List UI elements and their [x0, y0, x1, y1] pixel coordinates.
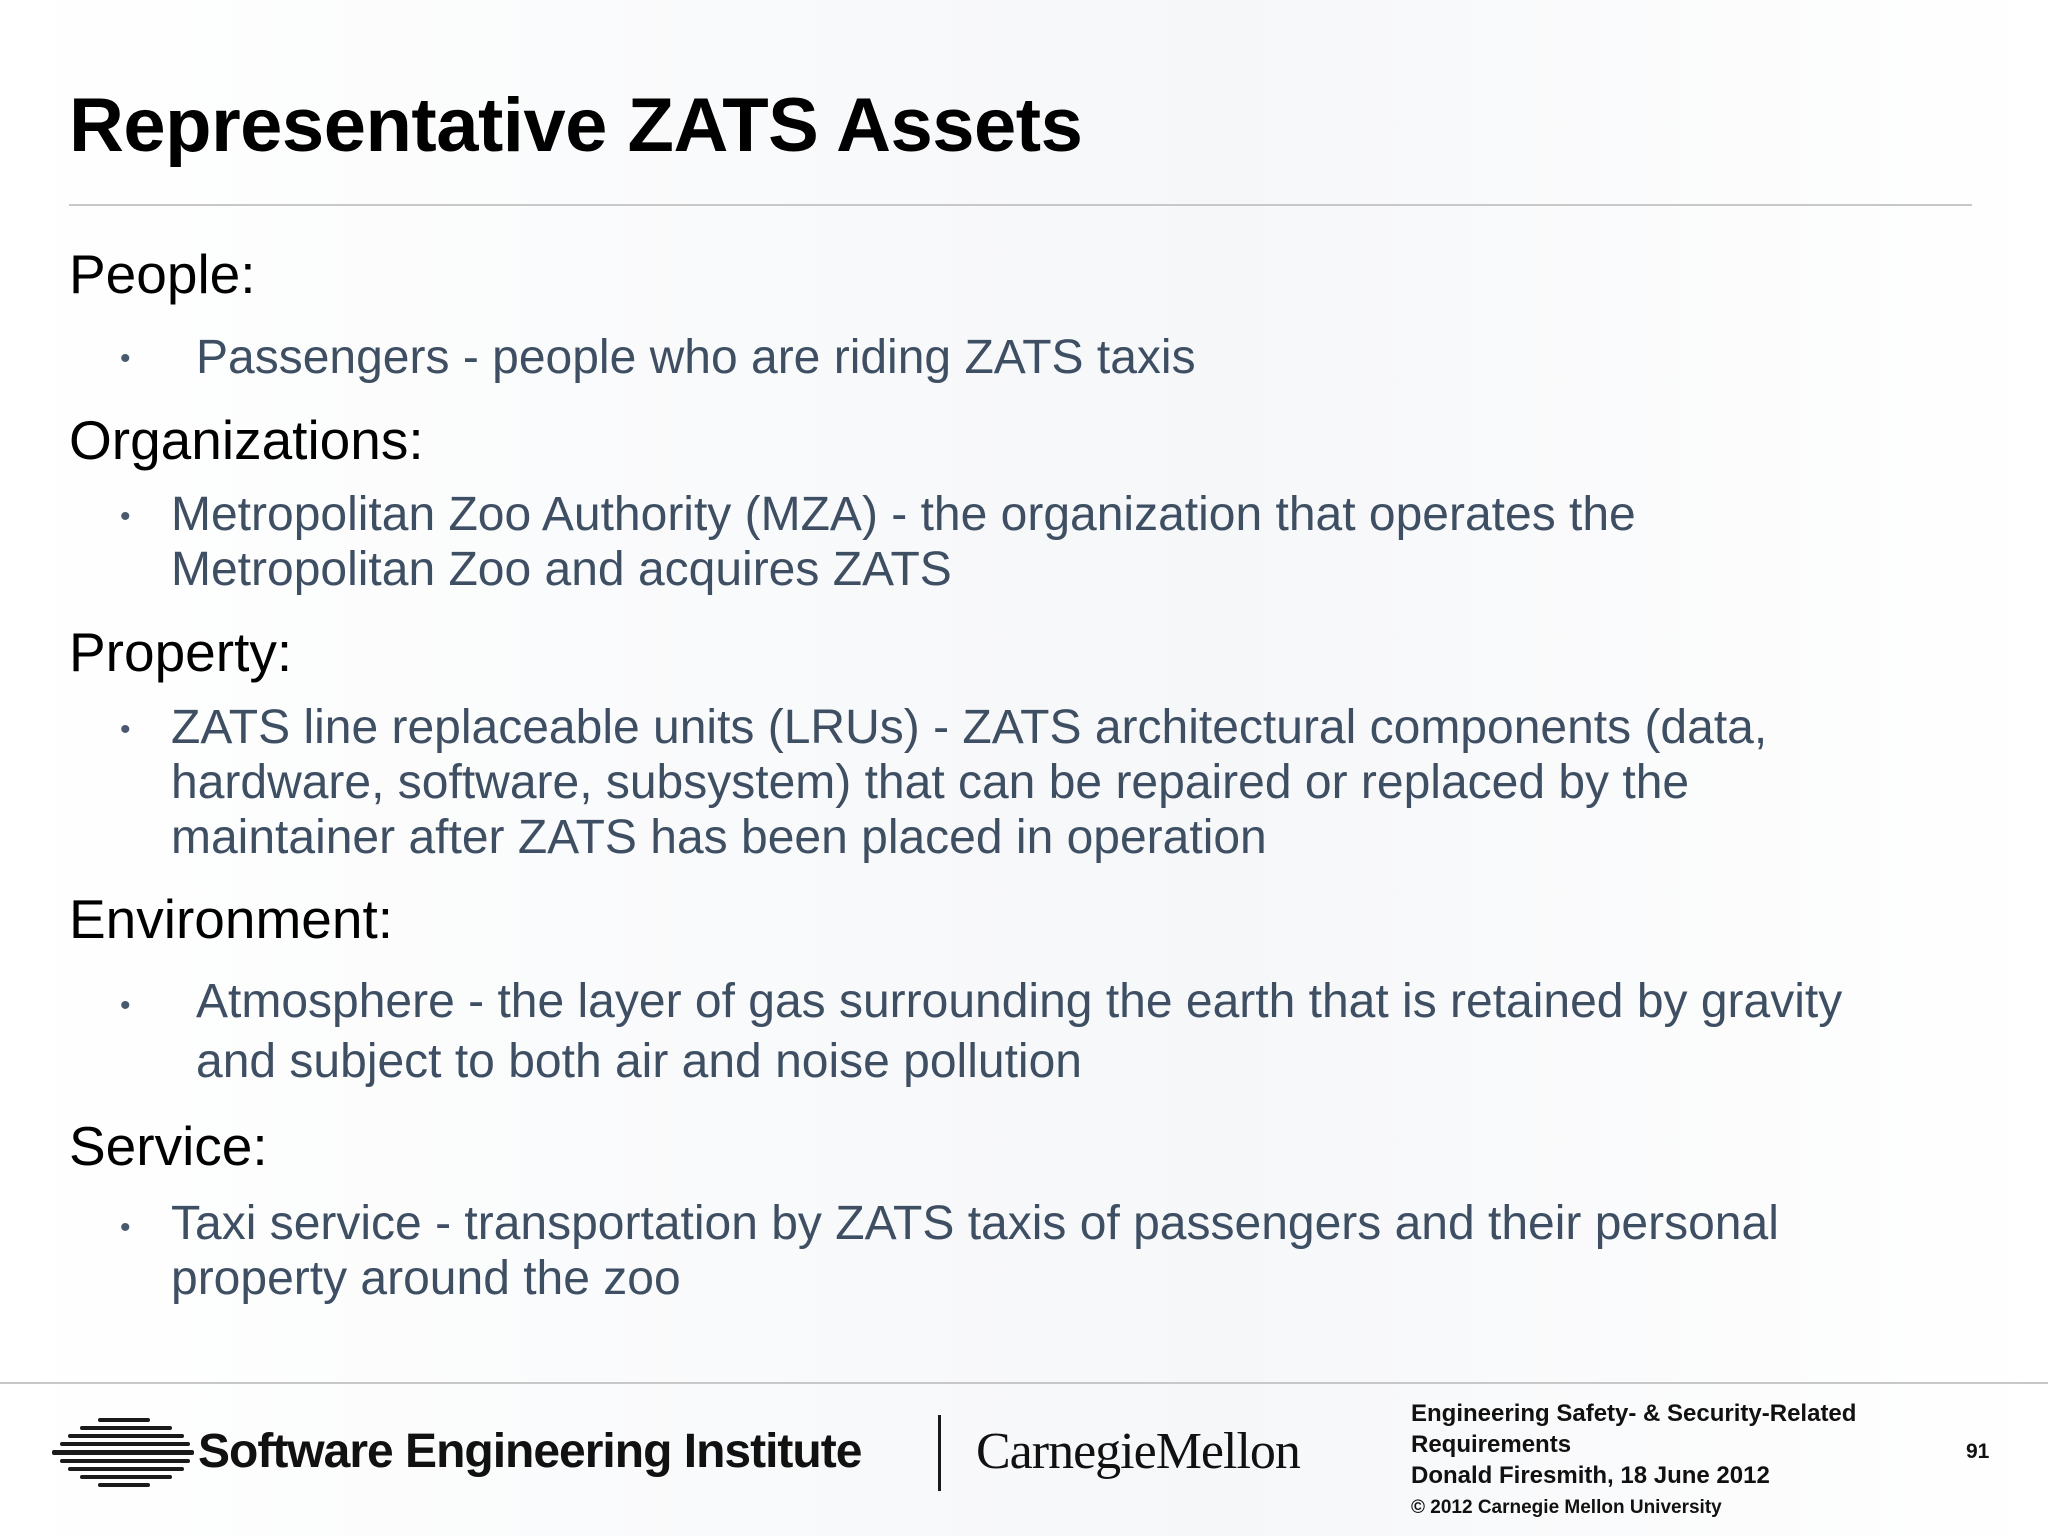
list-item-line: Metropolitan Zoo and acquires ZATS — [171, 543, 952, 596]
list-item-line: property around the zoo — [171, 1252, 681, 1305]
list-item-atmosphere — [196, 972, 1842, 1092]
footer-info-line: Requirements — [1411, 1431, 1572, 1458]
section-heading-people: People: — [69, 243, 256, 305]
page-number: 91 — [1966, 1440, 1990, 1463]
bullet-dot-icon: • — [120, 342, 131, 375]
copyright: © 2012 Carnegie Mellon University — [1411, 1497, 1722, 1518]
list-item-lrus — [171, 700, 1767, 865]
list-item-passengers — [196, 330, 1196, 385]
bullet-dot-icon: • — [120, 1211, 131, 1244]
logo-divider — [938, 1415, 941, 1491]
bullet-dot-icon: • — [120, 989, 131, 1022]
list-item-taxi-service — [171, 1196, 1779, 1306]
cmu-logo-text: CarnegieMellon — [976, 1423, 1300, 1480]
list-item-line: maintainer after ZATS has been placed in operation — [171, 811, 1267, 864]
list-item-line: and subject to both air and noise pollution — [196, 1035, 1082, 1088]
list-item-line: ZATS line replaceable units (LRUs) - ZATS architectural components (data, — [171, 701, 1768, 754]
footer-divider — [0, 1382, 2048, 1384]
footer-info — [1411, 1398, 1856, 1491]
section-heading-environment: Environment: — [69, 888, 394, 950]
bullet-dot-icon: • — [120, 500, 131, 533]
footer-info-line: Donald Firesmith, 18 June 2012 — [1411, 1462, 1770, 1489]
slide-title: Representative ZATS Assets — [69, 83, 1083, 168]
section-heading-property: Property: — [69, 621, 293, 683]
list-item-line: Taxi service - transportation by ZATS taxis of passengers and their personal — [171, 1197, 1779, 1250]
bullet-dot-icon: • — [120, 713, 131, 746]
list-item-mza — [171, 487, 1636, 597]
sei-logo-icon — [52, 1415, 194, 1496]
list-item-line: Metropolitan Zoo Authority (MZA) - the organization that operates the — [171, 488, 1636, 541]
list-item-line: Atmosphere - the layer of gas surrounding the earth that is retained by gravity — [196, 975, 1843, 1028]
sei-logo-text: Software Engineering Institute — [198, 1425, 862, 1478]
footer-info-line: Engineering Safety- & Security-Related — [1411, 1400, 1857, 1427]
list-item-line: hardware, software, subsystem) that can be repaired or replaced by the — [171, 756, 1690, 809]
list-item-line: Passengers - people who are riding ZATS taxis — [196, 331, 1196, 384]
section-heading-organizations: Organizations: — [69, 409, 424, 471]
section-heading-service: Service: — [69, 1115, 268, 1177]
